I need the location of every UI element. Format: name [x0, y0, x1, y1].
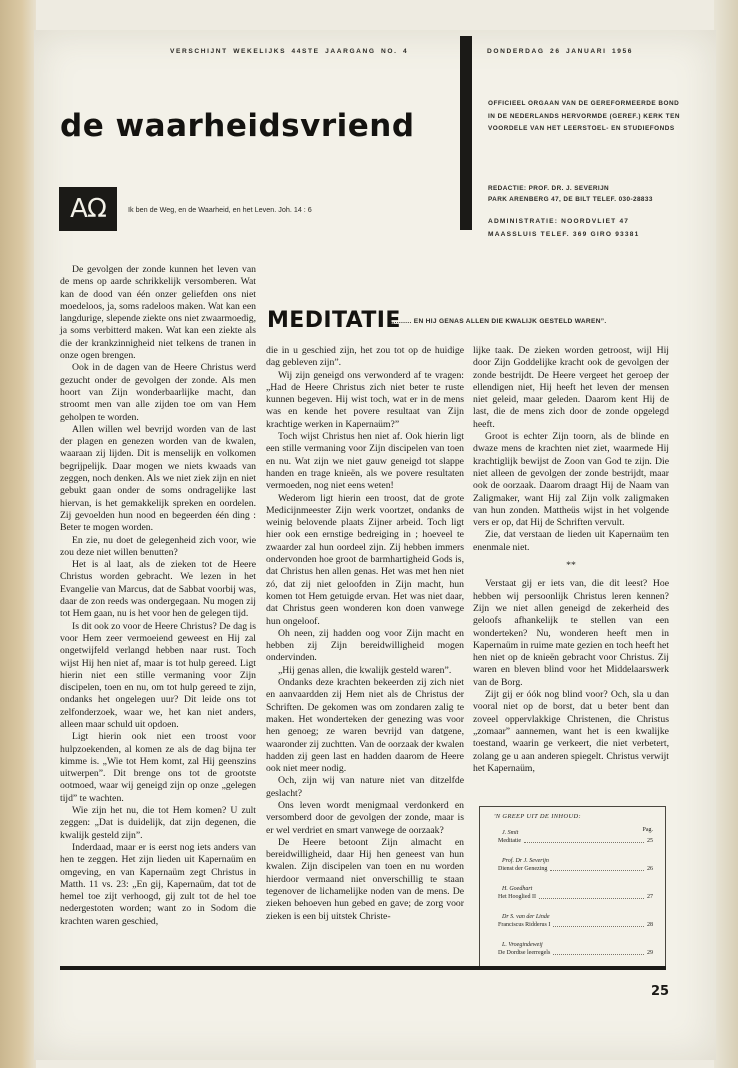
toc-entry: [498, 885, 653, 901]
paragraph: Oh neen, zij hadden oog voor Zijn macht en hebben zij Zijn bereidwilligheid mogen ondervinden.: [266, 627, 464, 664]
motto-text: Ik ben de Weg, en de Waarheid, en het Leven. Joh. 14 : 6: [128, 205, 312, 214]
paragraph: Zie, dat verstaan de lieden uit Kapernaüm ten enenmale niet.: [473, 529, 669, 553]
bottom-rule: [60, 966, 666, 970]
toc-entry: [498, 941, 653, 957]
toc-page: 28: [647, 922, 653, 928]
toc-title-text: Meditatie: [498, 838, 521, 844]
paragraph: Och, zijn wij van nature niet van ditzelfde geslacht?: [266, 775, 464, 799]
toc-author: L. Vroegindeweij: [502, 942, 543, 948]
toc-author: Dr S. van der Linde: [502, 914, 550, 920]
paragraph: Ondanks deze krachten bekeerden zij zich niet en aanvaardden zij Hem niet als de Christus der Schriften. De gekomen was om zondaren zalig te maken. Het wonderteken der genezing was voor hen genoeg; ze waren bevrijd van datgene, waaronder zij zuchtten. Van de oorzaak der kwalen hadden zij geen last en hadden daarom de Heere ook niet meer nodig.: [266, 677, 464, 775]
article-column-2: [266, 345, 464, 923]
editorial-info: [488, 183, 698, 205]
alpha-omega-logo: AΩ: [59, 187, 117, 231]
page-number: 25: [651, 984, 670, 999]
paragraph: lijke taak. De zieken worden getroost, wijl Hij door Zijn Goddelijke kracht ook de gevolgen der zonde bestrijdt. De Heere vergeet het geroep der ellendigen niet, Hij heeft het leven der mensen niet geleid, maar geleden. Daarom kent Hij de last, die de mens zich door de zonde opgelegd heeft.: [473, 345, 669, 430]
toc-title-text: Dienst der Genezing: [498, 866, 548, 872]
paragraph: Wij zijn geneigd ons verwonderd af te vragen: „Had de Heere Christus zich niet beter te ruste kunnen begeven. Hij wist toch, wat er in de mens was en kende het povere resultaat van Zijn krachtige werken in Kapernaüm?”: [266, 369, 464, 430]
administration-line: ADMINISTRATIE: NOORDVLIET 47: [488, 218, 630, 225]
toc-author: Prof. Dr J. Severijn: [502, 858, 549, 864]
toc-page: 27: [647, 894, 653, 900]
newspaper-title: de waarheidsvriend: [60, 108, 415, 144]
masthead-headline: VERSCHIJNT WEKELIJKS 44STE JAARGANG NO. 4: [170, 48, 409, 55]
paragraph: Wie zijn het nu, die tot Hem komen? U zult zeggen: „Dat is duidelijk, dat zijn degenen, die kwalijk gesteld zijn”.: [60, 805, 256, 841]
article-column-3: [473, 345, 669, 775]
paragraph: Allen willen wel bevrijd worden van de last der plagen en genezen worden van de kwalen, waaraan zij lijden. Dit is menselijk en volkomen begrijpelijk. Daar mogen we niets kwaads van zeggen, noch denken. Als we niet ziek zijn en niet gebukt gaan onder de soms ondragelijke last hiervan, is het gemakkelijk spreken en oordelen. Zij gevoelden hun nood en begeerden één ding : Beter te mogen worden.: [60, 423, 256, 534]
page-edge: [714, 0, 738, 1068]
paragraph: En zie, nu doet de gelegenheid zich voor, wie zou deze niet willen benutten?: [60, 534, 256, 558]
paragraph: Inderdaad, maar er is eerst nog iets anders van hen te zeggen. Het zijn lieden uit Kapernaüm en omgeving, en van Kapernaüm zegt Christus in Matth. 11 vs. 23: „En gij, Kapernaüm, dat tot de hemel toe zijt verhoogd, gij zult tot de hel toe nedergestoten worden; want zo in Sodom die krachten waren geschied,: [60, 841, 256, 927]
paragraph: De gevolgen der zonde kunnen het leven van de mens op aarde schrikkelijk versomberen. Wat kan de dood van één onzer geliefden ons niet moedeloos, ja, soms radeloos maken. Wat kan een langdurige, slepende ziekte ons niet zwaarmoedig, ja soms verbitterd maken. Wat kan een ziekte als die der krankzinnigheid niet telkens de tranen in onze ogen brengen.: [60, 264, 256, 362]
article-column-1: [60, 264, 256, 928]
paragraph: Ligt hierin ook niet een troost voor hulpzoekenden, al komen ze als de dag bijna ter kimme is. „Wie tot Hem komt, zal Hij geenszins uitwerpen”. Dit brenge ons tot de grootste ootmoed, waar wij geneigd zijn op onze „gelegen tijd” te wachten.: [60, 731, 256, 804]
toc-title: 'N GREEP UIT DE INHOUD:: [494, 813, 582, 820]
toc-page: 29: [647, 950, 653, 956]
toc-title-text: Het Hooglied II: [498, 894, 536, 900]
masthead-divider-bar: [460, 36, 472, 230]
binding-spine: [0, 0, 36, 1068]
paragraph: „Hij genas allen, die kwalijk gesteld waren”.: [278, 664, 452, 676]
section-heading: MEDITATIE: [267, 308, 401, 333]
table-of-contents: [479, 806, 666, 968]
paragraph: Toch wijst Christus hen niet af. Ook hierin ligt een stille vermaning voor Zijn discipelen van toen en nu. Wat zijn we niet gauw geneigd tot slappe handen en trage knieën, als we povere resultaten vermoeden, nog niet eens weten!: [266, 431, 464, 492]
toc-author: J. Smit: [502, 830, 519, 836]
toc-page: 25: [647, 838, 653, 844]
paragraph: Wederom ligt hierin een troost, dat de grote Medicijnmeester Zijn werk voortzet, ondanks de weinig belovende plaats Zijner arbeid. Toch ligt hier ook een ernstige bedreiging in ; hoeveel te zwaarder zal hun oordeel zijn. Zij hebben immers ondervonden hoe groot de barmhartigheid Gods is, dat Christus hen allen genas. Het was met hen niet zó, dat zij niet geloofden in Zijn macht, hun komen tot Hem getuigde ervan. Het was niet daar, dat Christus geen wonderen kon doen vanwege hun ongeloof.: [266, 492, 464, 627]
masthead-date: DONDERDAG 26 JANUARI 1956: [487, 48, 634, 55]
paragraph: Is dit ook zo voor de Heere Christus? De dag is voor Hem zeer vermoeiend geweest en Hij zal ongetwijfeld verlangd hebben naar rust. Toch wijst Hij hen niet af, maar is tot hulp gereed. Ligt hierin niet een stille vermaning voor Zijn discipelen, toen en nu, om tot hulp gereed te zijn, ondanks het ongelegen uur? Dit leide ons tot zelfonderzoek, waar we, het kan niet anders, alleen maar schuld uit opdoen.: [60, 620, 256, 730]
paragraph: Verstaat gij er iets van, die dit leest? Hoe hebben wij persoonlijk Christus leren kennen? Zijn we niet allen geneigd de zekerheid des geloofs afhankelijk te stellen van een wonderteken? Nu, wonderen heeft men in Kapernaüm in ruime mate gezien en toch heeft het hen niet op de knieën gebracht voor Christus. Zij waren en bleven blind voor het Middelaarswerk van de Borg.: [473, 578, 669, 688]
paragraph: Ook in de dagen van de Heere Christus werd gezucht onder de gevolgen der zonde. Als men hoort van Zijn wonderbaarlijke macht, dan stroomt men van alle zijden toe om van Hem geholpen te worden.: [60, 362, 256, 423]
paragraph: Ons leven wordt menigmaal verdonkerd en versomberd door de gevolgen der zonde, maar is er wel verdriet en smart vanwege de oorzaak?: [266, 799, 464, 836]
paragraph: die in u geschied zijn, het zou tot op de huidige dag gebleven zijn”.: [266, 345, 464, 369]
administration-address: MAASSLUIS TELEF. 369 GIRO 93381: [488, 230, 640, 238]
toc-title-text: De Dordtse leerregels: [498, 950, 551, 956]
toc-entry: [498, 913, 653, 929]
paragraph: Het is al laat, als de zieken tot de Heere Christus worden gebracht. We lezen in het Evangelie van Marcus, dat de Sabbat voorbij was, daar de zon reeds was ondergegaan. Nu mogen zij tot Hem gaan, nu is het voor hen de gelegen tijd.: [60, 559, 256, 620]
organ-description: OFFICIEEL ORGAAN VAN DE GEREFORMEERDE BOND IN DE NEDERLANDS HERVORMDE (GEREF.) KERK TEN VOORDELE VAN HET LEERSTOEL- EN STUDIEFONDS: [488, 100, 680, 132]
paragraph: De Heere betoont Zijn almacht en bereidwilligheid, daar Hij hen geneest van hun kwalen. Zijn discipelen van toen en nu worden hierdoor vermaand niet onverschillig te staan tegenover de lichamelijke noden van de mens. De zieken behoeven hun gebed en gave; de zorg voor zieken is een bij uitstek Christe-: [266, 836, 464, 922]
toc-entry: [498, 857, 653, 873]
toc-entry: [498, 829, 653, 845]
toc-author: H. Goedhart: [502, 886, 533, 892]
toc-page-label: Pag.: [642, 827, 653, 833]
paragraph: Groot is echter Zijn toorn, als de blinde en dwaze mens de krachten niet ziet, waarmede Hij krachtiglijk bewijst de Zoon van God te zijn. Die niet alleen de gevolgen der zonde bestrijdt, maar ook de oorzaak. Daarom draagt Hij de Naam van Zaligmaker, want Hij zal Zijn volk zaligmaken van hun zonden. Mattheüs wijst in het volgende vers er op, dat Hij de Schriften vervult.: [473, 431, 669, 529]
editor-address: PARK ARENBERG 47, DE BILT TELEF. 030-28833: [488, 196, 653, 203]
section-separator: **: [566, 560, 576, 572]
toc-page: 26: [647, 866, 653, 872]
paragraph: Zijt gij er óók nog blind voor? Och, sla u dan vooral niet op de borst, dat u beter bent dan zoveel oppervlakkige Christenen, die Christus „zomaar” aannemen, want het is een kwalijke toestand, waarin ge verkeert, die niet verbetert, zolang ge u aan anderen spiegelt. Christus verwijt het Kapernaüm,: [473, 689, 669, 774]
toc-title-text: Franciscus Ridderus I: [498, 922, 551, 928]
administration-info: [488, 216, 698, 241]
editor-line: REDACTIE: PROF. DR. J. SEVERIJN: [488, 185, 610, 192]
section-quote: „........ EN HIJ GENAS ALLEN DIE KWALIJK GESTELD WAREN”.: [391, 318, 607, 325]
